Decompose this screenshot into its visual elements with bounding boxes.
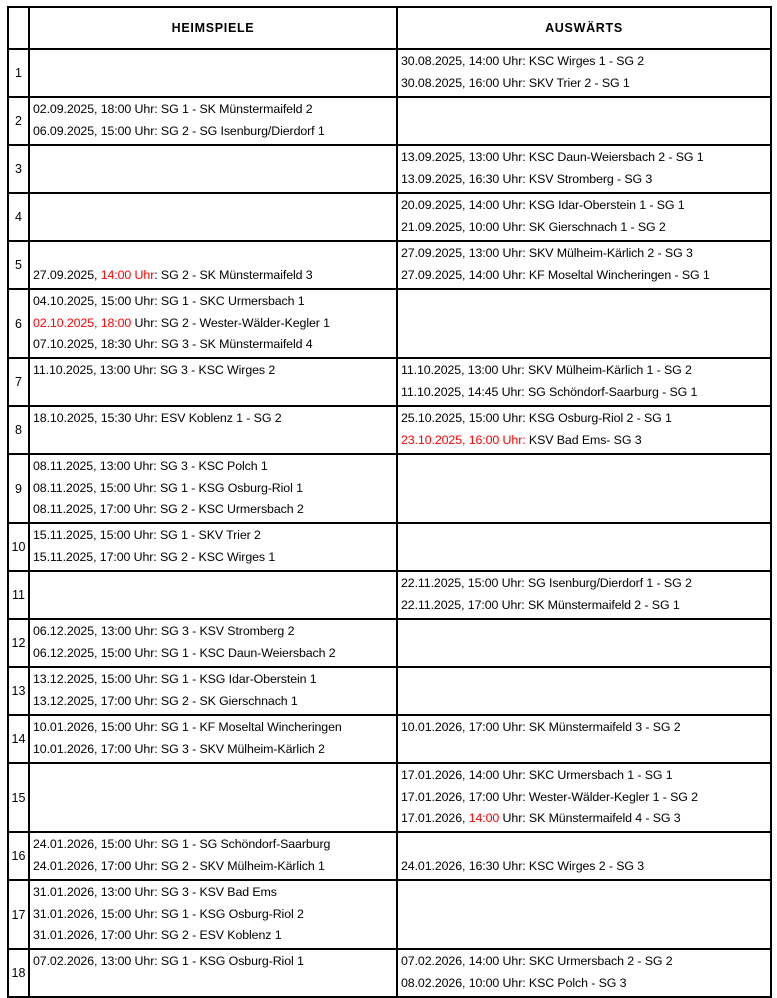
fixture-text: 02.09.2025, 18:00 Uhr: SG 1 - SK Münstermaifeld 2 [33, 102, 313, 116]
row-number: 3 [8, 145, 29, 193]
fixture-line [401, 243, 770, 265]
fixture-line [33, 408, 396, 430]
row-number: 7 [8, 358, 29, 406]
away-games-cell [397, 454, 771, 523]
fixture-text: 24.01.2026, 17:00 Uhr: SG 2 - SKV Mülheim-Kärlich 1 [33, 858, 325, 873]
fixture-text: 15.11.2025, 15:00 Uhr: SG 1 - SKV Trier 2 [33, 528, 261, 542]
header-home: HEIMSPIELE [29, 7, 397, 49]
away-games-cell [397, 49, 771, 97]
fixture-text: 07.02.2026, 13:00 Uhr: SG 1 - KSG Osburg-Riol 1 [33, 954, 304, 968]
fixture-line [401, 169, 770, 191]
fixture-text: 13.12.2025, 15:00 Uhr: SG 1 - KSG Idar-Oberstein 1 [33, 672, 317, 686]
fixture-line [401, 382, 770, 404]
table-body [8, 49, 771, 997]
fixture-line [401, 408, 770, 430]
fixture-text: 08.11.2025, 15:00 Uhr: SG 1 - KSG Osburg-Riol 1 [33, 480, 303, 495]
fixture-text: 08.11.2025, 17:00 Uhr: SG 2 - KSC Urmersbach 2 [33, 502, 304, 516]
fixture-text-highlight: 14:00 Uhr [100, 267, 155, 282]
fixture-line [33, 669, 396, 691]
row-number: 9 [8, 454, 29, 523]
fixture-text: 18.10.2025, 15:30 Uhr: ESV Koblenz 1 - SG 2 [33, 411, 282, 425]
away-games-cell [397, 97, 771, 145]
table-row [8, 406, 771, 454]
fixture-line [401, 360, 770, 382]
fixture-text: 11.10.2025, 13:00 Uhr: SG 3 - KSC Wirges 2 [33, 363, 276, 377]
fixture-line [401, 265, 770, 287]
fixture-text: 31.01.2026, 13:00 Uhr: SG 3 - KSV Bad Ems [33, 885, 277, 899]
header-row [8, 7, 771, 49]
row-number: 14 [8, 715, 29, 763]
row-number: 8 [8, 406, 29, 454]
away-games-cell [397, 571, 771, 619]
fixture-text: 10.01.2026, 17:00 Uhr: SK Münstermaifeld 3 - SG 2 [401, 720, 681, 734]
away-games-cell [397, 763, 771, 832]
home-games-cell [29, 193, 397, 241]
table-row [8, 145, 771, 193]
table-header [8, 7, 771, 49]
fixture-line [33, 291, 396, 313]
fixture-line [401, 217, 770, 239]
fixture-line [33, 621, 396, 643]
fixture-text: 07.02.2026, 14:00 Uhr: SKC Urmersbach 2 - SG 2 [401, 954, 673, 968]
fixture-text: 07.10.2025, 18:30 Uhr: SG 3 - SK Münstermaifeld 4 [33, 337, 313, 351]
fixture-line [33, 904, 396, 926]
fixture-text: 24.01.2026, 15:00 Uhr: SG 1 - SG Schöndorf-Saarburg [33, 837, 331, 851]
away-games-cell [397, 406, 771, 454]
fixture-line [33, 643, 396, 665]
fixture-line [33, 525, 396, 547]
fixture-line [401, 856, 770, 878]
home-games-cell [29, 289, 397, 358]
away-games-cell [397, 715, 771, 763]
table-row [8, 289, 771, 358]
home-games-cell [29, 406, 397, 454]
home-games-cell [29, 97, 397, 145]
fixture-line [33, 99, 396, 121]
fixture-line [401, 595, 770, 617]
away-games-cell [397, 241, 771, 289]
away-games-cell [397, 145, 771, 193]
fixture-line [401, 147, 770, 169]
away-games-cell [397, 832, 771, 880]
fixture-line [33, 547, 396, 569]
fixture-text: KSV Bad Ems- SG 3 [525, 432, 642, 447]
table-row [8, 523, 771, 571]
fixture-line [33, 925, 396, 947]
fixture-line [401, 430, 770, 452]
fixture-text: 06.12.2025, 13:00 Uhr: SG 3 - KSV Stromberg 2 [33, 624, 295, 638]
fixture-text: 17.01.2026, [401, 811, 469, 825]
table-row [8, 949, 771, 997]
fixture-text: 08.02.2026, 10:00 Uhr: KSC Polch - SG 3 [401, 975, 627, 990]
fixture-text: 06.09.2025, 15:00 Uhr: SG 2 - SG Isenburg/Dierdorf 1 [33, 123, 325, 138]
fixture-line [33, 691, 396, 713]
fixture-text: 20.09.2025, 14:00 Uhr: KSG Idar-Oberstein 1 - SG 1 [401, 198, 685, 212]
home-games-cell [29, 241, 397, 289]
table-row [8, 358, 771, 406]
row-number: 15 [8, 763, 29, 832]
away-games-cell [397, 289, 771, 358]
fixture-text: 10.01.2026, 15:00 Uhr: SG 1 - KF Moseltal Wincheringen [33, 720, 342, 734]
home-games-cell [29, 667, 397, 715]
row-number: 1 [8, 49, 29, 97]
fixture-text: 17.01.2026, 14:00 Uhr: SKC Urmersbach 1 - SG 1 [401, 768, 673, 782]
away-games-cell [397, 619, 771, 667]
fixture-text: 13.09.2025, 13:00 Uhr: KSC Daun-Weiersbach 2 - SG 1 [401, 150, 704, 164]
fixture-line [33, 265, 396, 287]
fixture-line [33, 951, 396, 973]
table-row [8, 880, 771, 949]
home-games-cell [29, 832, 397, 880]
home-games-cell [29, 715, 397, 763]
home-games-cell [29, 571, 397, 619]
fixture-line [33, 882, 396, 904]
fixture-line [33, 499, 396, 521]
table-row [8, 832, 771, 880]
fixture-line [33, 739, 396, 761]
fixture-line [33, 478, 396, 500]
home-games-cell [29, 880, 397, 949]
fixture-line [401, 51, 770, 73]
fixture-text: 24.01.2026, 16:30 Uhr: KSC Wirges 2 - SG 3 [401, 858, 645, 873]
fixture-line [33, 334, 396, 356]
fixture-text: 17.01.2026, 17:00 Uhr: Wester-Wälder-Kegler 1 - SG 2 [401, 789, 698, 804]
home-games-cell [29, 619, 397, 667]
fixture-text: 13.09.2025, 16:30 Uhr: KSV Stromberg - SG 3 [401, 171, 653, 186]
fixture-text: 27.09.2025, 13:00 Uhr: SKV Mülheim-Kärlich 2 - SG 3 [401, 246, 693, 260]
fixture-line [33, 313, 396, 335]
table-row [8, 97, 771, 145]
fixture-text: 30.08.2025, 14:00 Uhr: KSC Wirges 1 - SG 2 [401, 54, 645, 68]
fixture-text: 25.10.2025, 15:00 Uhr: KSG Osburg-Riol 2 - SG 1 [401, 411, 672, 425]
away-games-cell [397, 193, 771, 241]
table-row [8, 667, 771, 715]
fixtures-table [7, 6, 772, 998]
fixture-line [401, 195, 770, 217]
fixture-text: 10.01.2026, 17:00 Uhr: SG 3 - SKV Mülheim-Kärlich 2 [33, 741, 325, 756]
fixture-line [401, 73, 770, 95]
fixture-text: 31.01.2026, 17:00 Uhr: SG 2 - ESV Koblenz 1 [33, 928, 282, 942]
table-row [8, 571, 771, 619]
row-number: 4 [8, 193, 29, 241]
fixture-text-highlight: 23.10.2025, 16:00 Uhr: [401, 432, 526, 447]
table-row [8, 763, 771, 832]
fixture-text: 27.09.2025, 14:00 Uhr: KF Moseltal Wincheringen - SG 1 [401, 267, 710, 282]
home-games-cell [29, 454, 397, 523]
fixture-line [401, 765, 770, 787]
fixture-text: 21.09.2025, 10:00 Uhr: SK Gierschnach 1 - SG 2 [401, 219, 666, 234]
fixture-line [401, 973, 770, 995]
header-number-col [8, 7, 29, 49]
fixture-text: 08.11.2025, 13:00 Uhr: SG 3 - KSC Polch 1 [33, 459, 268, 473]
row-number: 13 [8, 667, 29, 715]
fixture-text: 22.11.2025, 15:00 Uhr: SG Isenburg/Dierdorf 1 - SG 2 [401, 576, 692, 590]
fixture-text: 30.08.2025, 16:00 Uhr: SKV Trier 2 - SG 1 [401, 75, 630, 90]
fixture-line [401, 951, 770, 973]
row-number: 10 [8, 523, 29, 571]
row-number: 17 [8, 880, 29, 949]
away-games-cell [397, 949, 771, 997]
away-games-cell [397, 358, 771, 406]
fixture-line [33, 856, 396, 878]
table-row [8, 241, 771, 289]
fixture-text: 15.11.2025, 17:00 Uhr: SG 2 - KSC Wirges 1 [33, 549, 276, 564]
table-row [8, 193, 771, 241]
row-number: 5 [8, 241, 29, 289]
home-games-cell [29, 358, 397, 406]
fixture-line [401, 787, 770, 809]
fixture-text: : SG 2 - SK Münstermaifeld 3 [154, 267, 313, 282]
home-games-cell [29, 523, 397, 571]
home-games-cell [29, 145, 397, 193]
fixture-line [33, 121, 396, 143]
fixture-line [33, 717, 396, 739]
fixture-line [33, 456, 396, 478]
row-number: 12 [8, 619, 29, 667]
row-number: 18 [8, 949, 29, 997]
fixture-line [401, 717, 770, 739]
fixture-line [401, 808, 770, 830]
fixture-text: 11.10.2025, 13:00 Uhr: SKV Mülheim-Kärlich 1 - SG 2 [401, 363, 692, 377]
away-games-cell [397, 523, 771, 571]
row-number: 6 [8, 289, 29, 358]
table-row [8, 49, 771, 97]
fixture-text: 04.10.2025, 15:00 Uhr: SG 1 - SKC Urmersbach 1 [33, 294, 305, 308]
away-games-cell [397, 667, 771, 715]
row-number: 16 [8, 832, 29, 880]
away-games-cell [397, 880, 771, 949]
fixture-text-highlight: 14:00 [468, 811, 500, 825]
fixture-line [33, 834, 396, 856]
home-games-cell [29, 763, 397, 832]
header-away: AUSWÄRTS [397, 7, 771, 49]
fixture-text: 13.12.2025, 17:00 Uhr: SG 2 - SK Gierschnach 1 [33, 693, 298, 708]
fixture-text: 31.01.2026, 15:00 Uhr: SG 1 - KSG Osburg-Riol 2 [33, 906, 304, 921]
fixture-line [33, 360, 396, 382]
fixture-text: 27.09.2025, [33, 267, 101, 282]
fixture-text-highlight: 02.10.2025, 18:00 [33, 315, 132, 330]
table-row [8, 454, 771, 523]
fixture-text: Uhr: SK Münstermaifeld 4 - SG 3 [499, 811, 681, 825]
fixture-text: Uhr: SG 2 - Wester-Wälder-Kegler 1 [131, 315, 330, 330]
home-games-cell [29, 49, 397, 97]
row-number: 11 [8, 571, 29, 619]
row-number: 2 [8, 97, 29, 145]
table-row [8, 715, 771, 763]
fixture-line [401, 573, 770, 595]
home-games-cell [29, 949, 397, 997]
fixture-text: 22.11.2025, 17:00 Uhr: SK Münstermaifeld 2 - SG 1 [401, 597, 680, 612]
table-row [8, 619, 771, 667]
fixture-text: 11.10.2025, 14:45 Uhr: SG Schöndorf-Saarburg - SG 1 [401, 384, 698, 399]
fixture-text: 06.12.2025, 15:00 Uhr: SG 1 - KSC Daun-Weiersbach 2 [33, 645, 336, 660]
